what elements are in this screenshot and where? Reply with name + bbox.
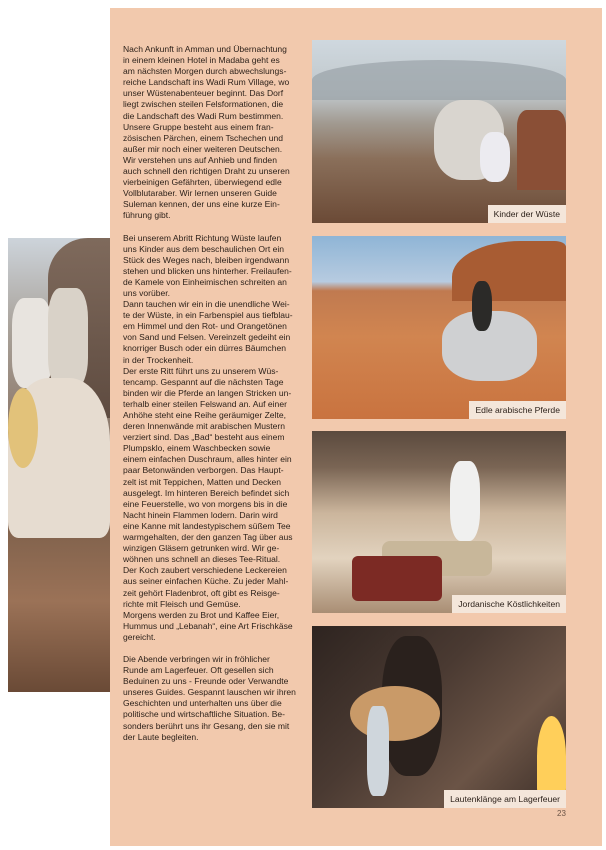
photo-caption: Edle arabische Pferde [469,401,566,419]
photo-caption: Lautenklänge am Lagerfeuer [444,790,566,808]
photo-caption: Jordanische Köstlichkeiten [452,595,566,613]
photo-edle-arabische-pferde [312,236,566,419]
rider-figure [48,288,88,388]
riders-photo [8,238,110,692]
horse-tail [8,388,38,468]
oud-instrument [350,686,440,741]
person-figure [450,461,480,541]
rider-figure [12,298,52,388]
paragraph: Die Abende verbringen wir in fröhlicher Runde am Lagerfeuer. Oft gesellen sich Beduinen zu uns - Freunde oder Verwandte unseres Guides. Gespannt lauschen wir ihren Geschichten und unterhalten uns über die politische und wirtschaftliche Situation. Be- sonders berührt uns ihr Gesang, den sie mit der Laute begleiten. [123,653,296,742]
article-text [123,44,303,754]
page-number: 23 [557,809,566,818]
rider-figure [472,281,492,331]
paragraph: Bei unserem Abritt Richtung Wüste laufen uns Kinder aus dem beschaulichen Ort ein Stück des Weges nach, bleiben irgendwann stehen und blicken uns hinterher. Freilaufen- de Kamele von Einheimischen schreiten an uns vorüber. Dann tauchen wir ein in die unendliche Wei- te der Wüste, in ein Farbenspiel aus tiefblau- em Himmel und den Rot- und Orangetönen von Sand und Felsen. Vereinzelt gedeiht ein knorriger Busch oder ein dürres Bäumchen in der Trockenheit. Der erste Ritt führt uns zu unserem Wüs- tencamp. Gespannt auf die nächsten Tage binden wir die Pferde an langen Stricken un- terhalb einer steilen Felswand an. Auf einer Anhöhe steht eine Reihe geräumiger Zelte, deren Innenwände mit arabischen Mustern verziert sind. Das „Bad“ besteht aus einem Plumpsklo, einem Waschbecken sowie einem einfachen Duschraum, alles hinter ein paar Betonwänden verborgen. Das Haupt- zelt ist mit Teppichen, Matten und Decken ausgelegt. Im hinteren Bereich befindet sich eine Feuerstelle, wo von morgens bis in die Nacht hinein Flammen lodern. Darin wird eine Kanne mit landestypischem süßem Tee warmgehalten, der den ganzen Tag über aus winzigen Gläsern getrunken wird. Wir ge- wöhnen uns schnell an dieses Tee-Ritual. Der Koch zaubert verschiedene Leckereien aus seiner einfachen Küche. Zu jeder Mahl- zeit gehört Fladenbrot, oft gibt es Reisge- richte mit Fleisch und Gemüse. Morgens werden zu Brot und Kaffee Eier, Hummus und „Lebanah“, eine Art Frischkäse gereicht. [123,232,293,642]
rock-formation [517,110,566,190]
campfire [537,716,566,796]
carpet [352,556,442,601]
shisha-pipe [367,706,389,796]
photo-kinder-der-wueste [312,40,566,223]
paragraph: Nach Ankunft in Amman und Übernachtung in einem kleinen Hotel in Madaba geht es am nächsten Morgen durch abwechslungs- reiche Landschaft ins Wadi Rum Village, wo unser Wüstenabenteuer beginnt. Das Dorf liegt zwischen steilen Felsformationen, die die Landschaft des Wadi Rum bestimmen. Unsere Gruppe besteht aus einem fran- zösischen Pärchen, einem Tschechen und außer mir noch einer weiteren Deutschen. Wir verstehen uns auf Anhieb und finden auch schnell den richtigen Draht zu unseren vierbeinigen Gefährten, überwiegend edle Vollblutaraber. Wir lernen unseren Guide Suleman kennen, der uns eine kurze Ein- führung gibt. [123,44,290,221]
photo-lautenklaenge-am-lagerfeuer [312,626,566,808]
photo-jordanische-koestlichkeiten [312,431,566,613]
cliff [452,241,566,301]
mountains [312,60,566,100]
photo-caption: Kinder der Wüste [488,205,566,223]
child-figure [480,132,510,182]
